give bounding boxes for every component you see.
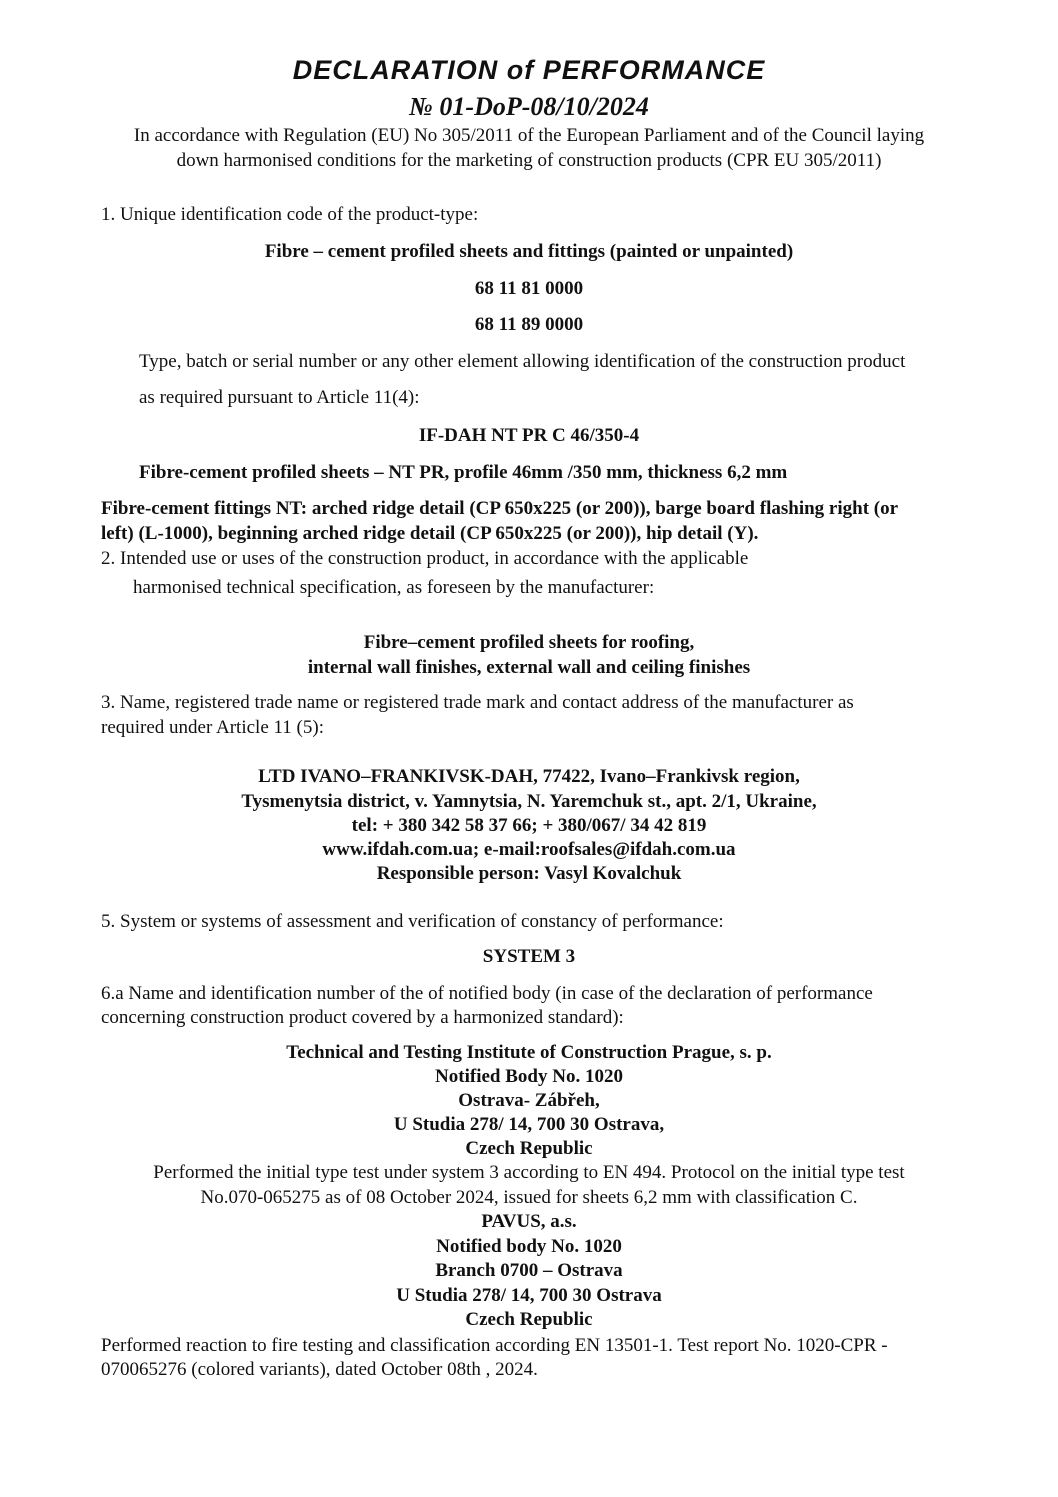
sheets-description: Fibre-cement profiled sheets – NT PR, profile 46mm /350 mm, thickness 6,2 mm <box>139 462 788 483</box>
notified-body-1-city: Ostrava- Zábřeh, <box>458 1090 600 1111</box>
type-code: IF-DAH NT PR C 46/350-4 <box>418 425 640 446</box>
product-name: Fibre – cement profiled sheets and fittings (painted or unpainted) <box>264 241 794 262</box>
manufacturer-address-2: Tysmenytsia district, v. Yamnytsia, N. Yaremchuk st., apt. 2/1, Ukraine, <box>241 791 817 812</box>
notified-body-2-number: Notified body No. 1020 <box>436 1236 622 1257</box>
fittings-line-1: Fibre-cement fittings NT: arched ridge detail (CP 650x225 (or 200)), barge board flashing right (or <box>101 498 899 519</box>
system-value: SYSTEM 3 <box>482 946 576 967</box>
notified-body-2-branch: Branch 0700 – Ostrava <box>435 1260 623 1281</box>
intended-use-line-2: internal wall finishes, external wall and ceiling finishes <box>307 657 751 678</box>
type-text-line-2: as required pursuant to Article 11(4): <box>139 387 420 408</box>
section-2-line-1: 2. Intended use or uses of the construction product, in accordance with the applicable <box>101 548 749 569</box>
notified-body-2-country: Czech Republic <box>465 1309 593 1330</box>
section-5-heading: 5. System or systems of assessment and verification of constancy of performance: <box>101 911 724 932</box>
intro-line-1: In accordance with Regulation (EU) No 305/2011 of the European Parliament and of the Council laying <box>133 125 925 146</box>
document-title: DECLARATION of PERFORMANCE <box>292 55 766 85</box>
section-3-line-2: required under Article 11 (5): <box>101 717 324 738</box>
intro-line-2: down harmonised conditions for the marketing of construction products (CPR EU 305/2011) <box>176 150 882 171</box>
fittings-line-2: left) (L-1000), beginning arched ridge detail (CP 650x225 (or 200)), hip detail (Y). <box>101 523 759 544</box>
document-number: № 01-DoP-08/10/2024 <box>409 92 649 121</box>
type-text-line-1: Type, batch or serial number or any other element allowing identification of the construction product <box>139 351 906 372</box>
manufacturer-phone: tel: + 380 342 58 37 66; + 380/067/ 34 42 819 <box>351 815 707 836</box>
performance-2-line-1: Performed reaction to fire testing and classification according EN 13501-1. Test report No. 1020-CPR - <box>101 1335 888 1356</box>
responsible-person: Responsible person: Vasyl Kovalchuk <box>376 863 682 884</box>
section-3-line-1: 3. Name, registered trade name or registered trade mark and contact address of the manufacturer as <box>101 692 854 713</box>
section-6a-line-1: 6.a Name and identification number of the of notified body (in case of the declaration of performance <box>101 983 873 1004</box>
notified-body-1-country: Czech Republic <box>465 1138 593 1159</box>
notified-body-1-number: Notified Body No. 1020 <box>435 1066 623 1087</box>
intended-use-line-1: Fibre–cement profiled sheets for roofing, <box>363 632 695 653</box>
manufacturer-address-1: LTD IVANO–FRANKIVSK-DAH, 77422, Ivano–Frankivsk region, <box>258 766 800 787</box>
notified-body-2-street: U Studia 278/ 14, 700 30 Ostrava <box>396 1285 662 1306</box>
performance-1-line-2: No.070-065275 as of 08 October 2024, issued for sheets 6,2 mm with classification C. <box>200 1187 858 1208</box>
product-code-2: 68 11 89 0000 <box>474 314 584 335</box>
performance-1-line-1: Performed the initial type test under system 3 according to EN 494. Protocol on the initial type test <box>153 1162 905 1183</box>
section-2-line-2: harmonised technical specification, as foreseen by the manufacturer: <box>133 577 655 598</box>
notified-body-1-name: Technical and Testing Institute of Construction Prague, s. p. <box>286 1042 772 1063</box>
notified-body-1-street: U Studia 278/ 14, 700 30 Ostrava, <box>393 1114 665 1135</box>
notified-body-2-name: PAVUS, a.s. <box>481 1211 577 1232</box>
product-code-1: 68 11 81 0000 <box>474 278 584 299</box>
manufacturer-web-email: www.ifdah.com.ua; e-mail:roofsales@ifdah.com.ua <box>322 839 736 860</box>
section-1-heading: 1. Unique identification code of the product-type: <box>101 204 479 225</box>
section-6a-line-2: concerning construction product covered by a harmonized standard): <box>101 1007 624 1028</box>
performance-2-line-2: 070065276 (colored variants), dated October 08th , 2024. <box>101 1359 538 1380</box>
